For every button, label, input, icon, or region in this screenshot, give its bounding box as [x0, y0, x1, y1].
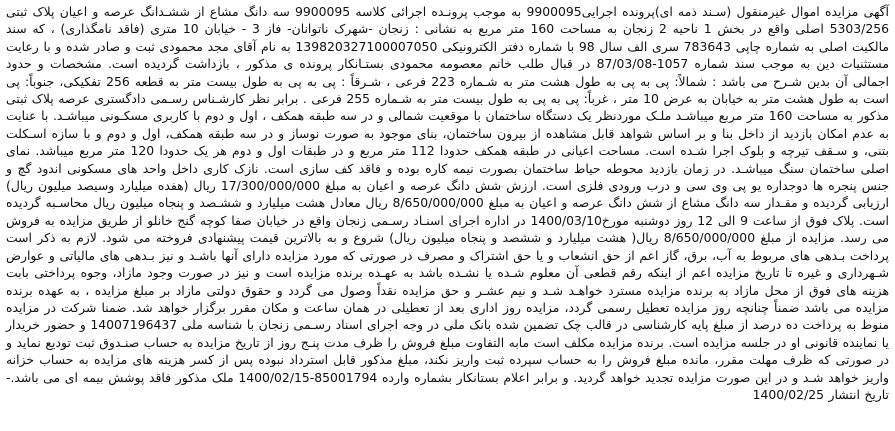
auction-notice-text: آگهی مزایده اموال غیرمنقول (سـند ذمه ای)پرونده اجرایی9900095 به موجب پرونـده اجرائی کلاسه 9900095 سه دانگ مشاع از ششـدانگ عرصه و اعیان پلاک ثبتی 5303/256 اصلی واقع در بخش 1 ناحیه 2 زنجان به مساحت 160 متر مربع به نشانی : زنجان -شهرک ناتوانان- فاز 3 - خیابان 10 متری (فاقد نامگذاری) ، که سند مالکیت اصلی به شماره چاپی 783643 سری الف سال 98 با شماره دفتر الکترونیکی 139820327100007050 به نام آقای مجد محمودی ثبت و صادر شده و با رعایت مستثنیات دین به موجب سند شماره 1057-87/03/08 در قبال طلب خانم معصومه محمودی بستـانکار پرونده ی مذکور ، بازداشت گردیده است. مشخصات و حدود اجمالی آن بدین شـرح می باشد : شمالاً: پی به پی به طول هشت متر به شـماره 223 فرعی ، شـرقاً : پی به پی به طول بیست متر به قطعه 256 تفکیکی، جنوباً: پی است به طول هشت متر به خیابان به عرض 10 متر ، غرباً: پی به پی به طول بیست متر به شـماره 255 فرعی . برابر نظر کارشـناس رسـمی دادگستری عرصه پلاک ثبتی مذکور به مساحت 160 متر مربع میباشـد ملـک موردنظر یک دستگاه ساختمان با موقعیت شمالی و در سه طبقه همکف ، اول و دوم با کاربری مسکـونی میباشـد. با عنایت به عدم امکان بازدید از داخل بنا و بر اساس شواهد قابل مشاهده از بیرون ساختمان، بنای موجود به صورت نوساز و در سه طبقه همکف، اول و دوم و با سازه اسـکلت بتنی، و سـقف تیرچه و بلوک اجرا شـده است. مساحت اعیانی در طبقه همکف حدودا 112 متر مربع و در طبقات اول و دوم هر یک حدودا 120 متر مربع میباشد. نمای اصلی ساختمان سنگ میباشـد. در زمان بازدید محوطه حیاط ساختمان بصورت نیمه کاره بوده و فاقد کف سازی است. نازک کاری داخل واحد های مسکونی اندود گچ و جنس پنجره ها دوجداره یو پی وی سی و درب ورودی فلزی است. ارزش شش دانگ عرصه و اعیان به مبلغ 17/300/000/000 ریال (هفده میلیارد وسیصد میلیون ریال) ارزیابی گردیده و مقـدار سه دانگ مشاع از شش دانگ عرصه و اعیان به مبلغ 8/650/000/000 ریال معادل هشت میلیارد و ششـصد و پنجاه میلیون ریال محاسـبه گردیده است. پلاک فوق از ساعت 9 الی 12 روز دوشنبه مورخ1400/03/10 در اداره اجرای اسنـاد رسـمی زنجان واقع در خیابان صفا کوچه گنج خانلو از طریق مزایده به فروش می رسد. مزایده از مبلغ 8/650/000/000 ریال( هشت میلیارد و ششصد و پنجاه میلیون ریال) شروع و به بالاترین قیمت پیشنهادی فروخته می شود. لازم به ذکر است پرداخت بـدهی های مربوط به آب، برق، گاز اعم از حق انشعاب و یا حق اشتراک و مصرف در صورتی که مورد مزایده دارای آنها باشـد و نیز بـدهی های مالیاتی و عوارض شـهرداری و غیره تا تاریخ مزایده اعم از اینکه رقم قطعی آن معلوم شـده یا نشـده باشد به عهـده برنده مزایده است و نیز در صورت وجود مازاد، وجوه پرداختی بابت هزینه های فوق از محل مازاد به برنده مزایده مسترد خواهـد شـد و نیم عشـر و حق مزایده نقداً وصول می گردد و حقوق دولتی مازاد بر مبلغ مزایده ، به عهده برنده مزایده می باشد ضمناً چنانچه روز مزایده تعطیل رسمی گردد، مزایده روز اداری بعد از تعطیلی در همان ساعت و مکان مقرر برگزار خواهد شد. ضمنا شرکت در مزایده منوط به پرداخت ده درصد از مبلغ پایه کارشناسی در قالب چک تضمین شده بانک ملی در وجه اجرای اسناد رسـمی زنجان با شناسه ملی 14007196437 و حضور خریدار یا نماینده قانونی او در جلسه مزایده است. برنده مزایده مکلف است مابه التفاوت مبلغ فروش را ظرف مدت پنـج روز از تاریخ مزایده به حساب صنـدوق ثبت تودیع نماید و در صورتی که ظرف مهلت مقرر، مانده مبلغ فروش را به حساب سپرده ثبت واریز نکند، مبلغ مذکور قابل استرداد نبوده پس از کسر هزینه های مزایده به حساب خزانه واریز خواهد شـد و در این صورت مزایده تجدید خواهد گردید. و برابر اعلام بستانکار بشماره وارده 85001794-1400/02/15 ملک مذکور فاقد پوشش بیمه ای می باشد.- تاریخ انتشار 1400/02/25: [6, 4, 890, 402]
